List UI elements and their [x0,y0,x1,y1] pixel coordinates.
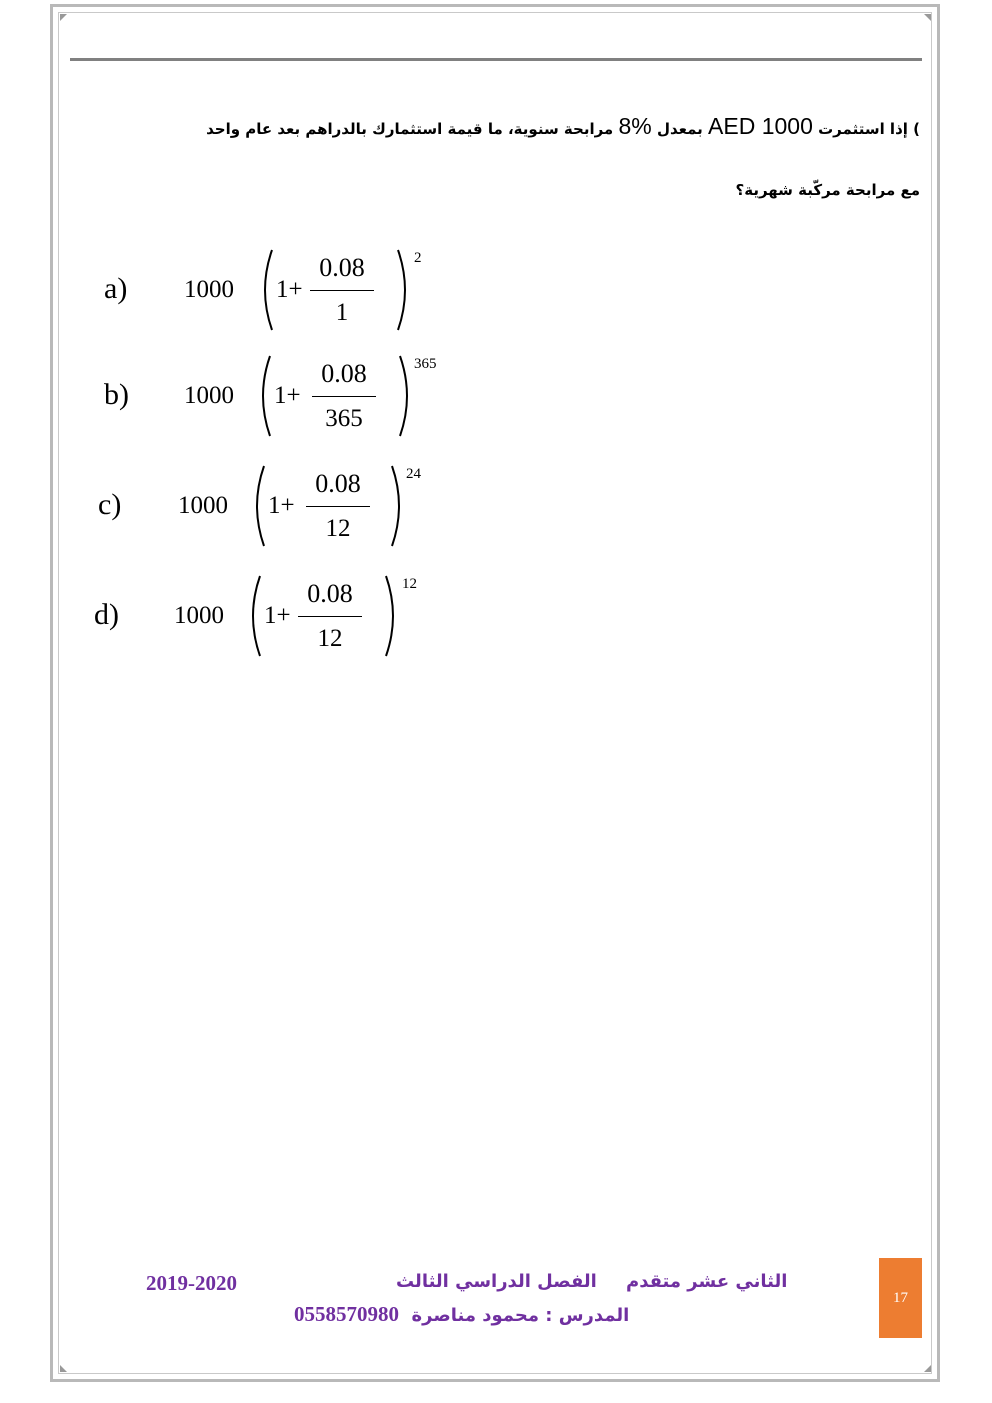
option-letter: d) [94,598,119,631]
formula-fraction [312,358,376,435]
fraction-numerator: 0.08 [315,469,361,498]
right-paren-icon [394,248,414,332]
footer-teacher-label: المدرس : محمود مناصرة [411,1305,630,1326]
formula-fraction [298,578,362,655]
left-paren-icon [248,464,268,548]
corner-mark-bottom-right [924,1365,931,1372]
fraction-bar [298,616,362,617]
question-rate: 8% [618,113,652,139]
footer-term: الفصل الدراسي الثالث [396,1271,597,1292]
formula-exponent: 365 [414,356,437,372]
footer-grade: الثاني عشر متقدم [626,1271,788,1292]
right-paren-icon [396,354,416,438]
formula-one-plus: 1+ [276,276,303,303]
question-line-1 [160,113,920,140]
fraction-denominator: 12 [325,515,351,542]
left-paren-icon [254,354,274,438]
question-amount: AED 1000 [708,113,813,139]
formula-one-plus: 1+ [274,382,301,409]
formula-principal: 1000 [184,382,234,409]
fraction-bar [306,506,370,507]
formula-one-plus: 1+ [264,602,291,629]
option-letter: c) [98,488,122,521]
question-prefix: ) إذا استثمرت [818,120,920,138]
corner-mark-top-left [60,14,67,21]
answer-option-d[interactable] [94,572,514,668]
left-paren-icon [256,248,276,332]
page-number-badge: 17 [879,1258,922,1338]
formula-exponent: 2 [414,250,422,266]
right-paren-icon [382,574,402,658]
page-border-inner [58,12,932,1374]
left-paren-icon [244,574,264,658]
answer-option-b[interactable] [104,352,524,448]
formula-principal: 1000 [178,492,228,519]
fraction-bar [310,290,374,291]
formula-fraction [310,252,374,329]
right-paren-icon [388,464,408,548]
footer-year: 2019-2020 [146,1271,237,1295]
formula-principal: 1000 [184,276,234,303]
question-suffix: مرابحة سنوية، ما قيمة استثمارك بالدراهم بعد عام واحد [206,120,614,138]
formula-exponent: 24 [406,466,421,482]
formula-exponent: 12 [402,576,417,592]
formula-one-plus: 1+ [268,492,295,519]
fraction-denominator: 12 [317,625,343,652]
formula-principal: 1000 [174,602,224,629]
option-letter: b) [104,378,129,411]
corner-mark-top-right [924,14,931,21]
question-mid: بمعدل [656,120,703,138]
footer-teacher [294,1302,629,1327]
fraction-numerator: 0.08 [319,253,365,282]
fraction-denominator: 1 [335,299,349,326]
answer-option-c[interactable] [98,462,518,558]
corner-mark-bottom-left [60,1365,67,1372]
fraction-denominator: 365 [325,405,363,432]
fraction-numerator: 0.08 [307,579,353,608]
header-rule [70,58,922,61]
option-letter: a) [104,272,128,305]
answer-option-a[interactable] [104,246,524,342]
footer-phone: 0558570980 [294,1302,399,1326]
fraction-numerator: 0.08 [321,359,367,388]
question-line-2: مع مرابحة مركّبة شهرية؟ [735,181,920,199]
formula-fraction [306,468,370,545]
fraction-bar [312,396,376,397]
